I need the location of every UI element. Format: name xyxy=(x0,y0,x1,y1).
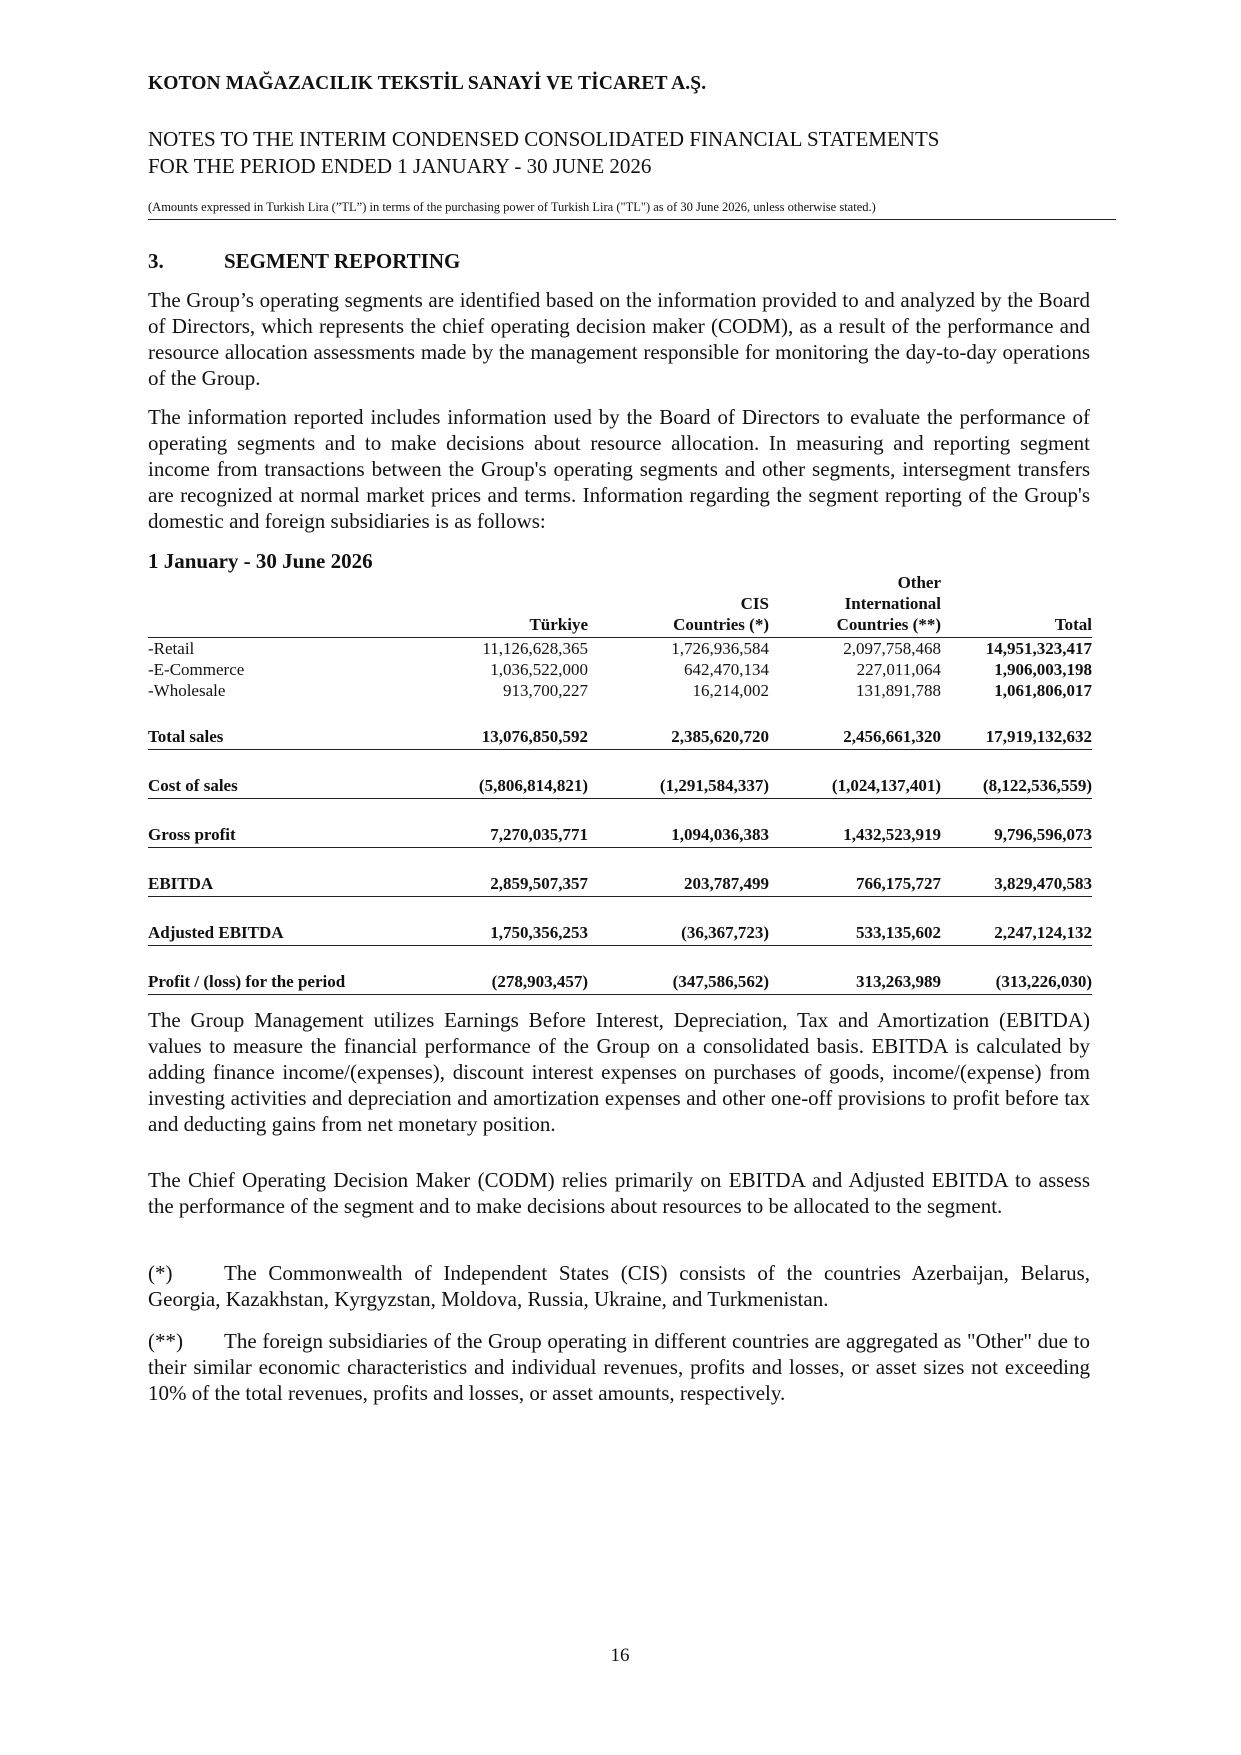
segment-table xyxy=(148,572,1092,995)
cell-other: (1,024,137,401) xyxy=(769,775,941,799)
row-label: -E-Commerce xyxy=(148,660,245,679)
cell-cis: 203,787,499 xyxy=(588,873,769,897)
cell-cis: 16,214,002 xyxy=(692,681,769,700)
header-total: Total xyxy=(941,572,1092,638)
header-blank xyxy=(148,572,410,638)
cell-other: 2,456,661,320 xyxy=(769,726,941,750)
row-label: Gross profit xyxy=(148,824,410,848)
row-label: Profit / (loss) for the period xyxy=(148,971,410,995)
cell-turkiye: (278,903,457) xyxy=(410,971,588,995)
notes-title-line1: NOTES TO THE INTERIM CONDENSED CONSOLIDATED FINANCIAL STATEMENTS xyxy=(148,127,940,151)
table-spacer xyxy=(148,848,1092,874)
footnote-marker: (**) xyxy=(148,1329,183,1353)
row-label: Adjusted EBITDA xyxy=(148,922,410,946)
cell-cis: 642,470,134 xyxy=(684,660,769,679)
table-spacer xyxy=(148,897,1092,923)
cell-total: 2,247,124,132 xyxy=(941,922,1092,946)
paragraph-codm: The Chief Operating Decision Maker (CODM) relies primarily on EBITDA and Adjusted EBITDA to assess the performance of the segment and to make decisions about resources to be allocated to the segment. xyxy=(148,1168,1090,1218)
amounts-note: (Amounts expressed in Turkish Lira (”TL”) in terms of the purchasing power of Turkish Lira ("TL") as of 30 June 2026, unless otherwise stated.) xyxy=(148,200,876,214)
cell-cis: (36,367,723) xyxy=(588,922,769,946)
footnote-marker: (*) xyxy=(148,1261,173,1285)
table-row-wholesale xyxy=(148,680,1092,701)
cell-turkiye: 11,126,628,365 xyxy=(482,639,588,658)
cell-turkiye: 1,036,522,000 xyxy=(490,660,588,679)
cell-total: (313,226,030) xyxy=(941,971,1092,995)
cell-cis: 2,385,620,720 xyxy=(588,726,769,750)
header-cis: CIS Countries (*) xyxy=(588,572,769,638)
table-spacer xyxy=(148,701,1092,726)
cell-other: 2,097,758,468 xyxy=(843,639,941,658)
cell-cis: 1,726,936,584 xyxy=(671,639,769,658)
cell-total: 1,906,003,198 xyxy=(994,660,1092,679)
cell-total: 14,951,323,417 xyxy=(985,639,1092,658)
cell-total: (8,122,536,559) xyxy=(941,775,1092,799)
cell-other: 1,432,523,919 xyxy=(769,824,941,848)
cell-total: 3,829,470,583 xyxy=(941,873,1092,897)
table-row-ecommerce xyxy=(148,659,1092,680)
section-heading xyxy=(148,249,460,274)
table-row-adjusted-ebitda xyxy=(148,922,1092,946)
table-row-cost-of-sales xyxy=(148,775,1092,799)
cell-cis: (347,586,562) xyxy=(588,971,769,995)
cell-other: 533,135,602 xyxy=(769,922,941,946)
cell-total: 17,919,132,632 xyxy=(941,726,1092,750)
cell-total: 9,796,596,073 xyxy=(941,824,1092,848)
cell-other: 766,175,727 xyxy=(769,873,941,897)
table-spacer xyxy=(148,799,1092,825)
page-number: 16 xyxy=(610,1645,630,1666)
paragraph-information-reported: The information reported includes information used by the Board of Directors to evaluate the performance of operating segments and to make decisions about resource allocation. In measuring and reporting segment income from transactions between the Group's operating segments and other segments, intersegment transfers are recognized at normal market prices and terms. Information regarding the segment reporting of the Group's domestic and foreign subsidiaries is as follows: xyxy=(148,405,1090,533)
header-turkiye: Türkiye xyxy=(410,572,588,638)
cell-other: 227,011,064 xyxy=(856,660,941,679)
row-label: Cost of sales xyxy=(148,775,410,799)
row-label: EBITDA xyxy=(148,873,410,897)
section-title: SEGMENT REPORTING xyxy=(224,249,461,273)
table-row-total-sales xyxy=(148,726,1092,750)
footnote-other xyxy=(148,1328,1090,1406)
cell-cis: (1,291,584,337) xyxy=(588,775,769,799)
table-row-ebitda xyxy=(148,873,1092,897)
row-label: Total sales xyxy=(148,726,410,750)
cell-turkiye: 2,859,507,357 xyxy=(410,873,588,897)
cell-turkiye: 7,270,035,771 xyxy=(410,824,588,848)
cell-turkiye: 1,750,356,253 xyxy=(410,922,588,946)
footnote-text: The foreign subsidiaries of the Group operating in different countries are aggregated as "Other" due to their similar economic characteristics and individual revenues, profits and losses, or asset sizes not exceeding 10% of the total revenues, profits and losses, or asset amounts, respectively. xyxy=(148,1329,1090,1405)
table-header-row xyxy=(148,572,1092,638)
cell-turkiye: 13,076,850,592 xyxy=(410,726,588,750)
table-spacer xyxy=(148,750,1092,776)
row-label: -Retail xyxy=(148,639,195,658)
paragraph-segments-identification: The Group’s operating segments are identified based on the information provided to and analyzed by the Board of Directors, which represents the chief operating decision maker (CODM), as a result of the performance and resource allocation assessments made by the management responsible for monitoring the day-to-day operations of the Group. xyxy=(148,288,1090,390)
table-spacer xyxy=(148,946,1092,972)
footnote-cis xyxy=(148,1260,1090,1312)
footnote-text: The Commonwealth of Independent States (CIS) consists of the countries Azerbaijan, Belarus, Georgia, Kazakhstan, Kyrgyzstan, Moldova, Russia, Ukraine, and Turkmenistan. xyxy=(148,1261,1090,1311)
section-number: 3. xyxy=(148,249,164,273)
row-label: -Wholesale xyxy=(148,681,226,700)
cell-cis: 1,094,036,383 xyxy=(588,824,769,848)
company-name: KOTON MAĞAZACILIK TEKSTİL SANAYİ VE TİCARET A.Ş. xyxy=(148,73,707,94)
header-divider xyxy=(148,219,1116,220)
cell-other: 131,891,788 xyxy=(856,681,941,700)
table-row-gross-profit xyxy=(148,824,1092,848)
cell-other: 313,263,989 xyxy=(769,971,941,995)
cell-turkiye: (5,806,814,821) xyxy=(410,775,588,799)
header-other-international: Other International Countries (**) xyxy=(769,572,941,638)
cell-turkiye: 913,700,227 xyxy=(503,681,588,700)
table-period-heading: 1 January - 30 June 2026 xyxy=(148,549,373,573)
paragraph-ebitda-definition: The Group Management utilizes Earnings Before Interest, Depreciation, Tax and Amortization (EBITDA) values to measure the financial performance of the Group on a consolidated basis. EBITDA is calculated by adding finance income/(expenses), discount interest expenses on purchases of goods, income/(expense) from investing activities and depreciation and amortization expenses and other one-off provisions to profit before tax and deducting gains from net monetary position. xyxy=(148,1008,1090,1136)
table-row-profit-loss xyxy=(148,971,1092,995)
cell-total: 1,061,806,017 xyxy=(994,681,1092,700)
table-row-retail xyxy=(148,638,1092,660)
notes-title-line2: FOR THE PERIOD ENDED 1 JANUARY - 30 JUNE 2026 xyxy=(148,154,652,178)
